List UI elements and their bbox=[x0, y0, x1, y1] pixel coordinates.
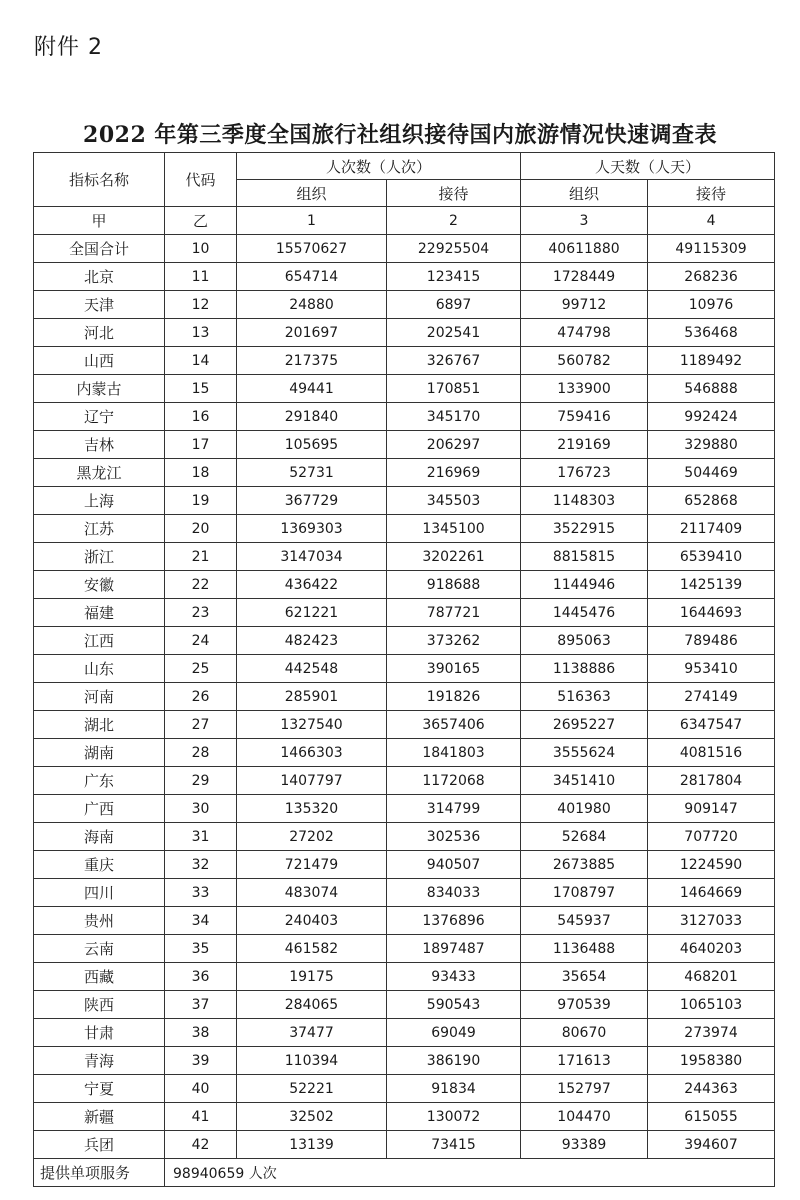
province-name-cell: 新疆 bbox=[34, 1103, 165, 1131]
table-row bbox=[34, 291, 775, 319]
person-times-organize-cell: 240403 bbox=[237, 907, 387, 935]
person-times-receive-cell: 216969 bbox=[387, 459, 521, 487]
person-times-organize-cell: 24880 bbox=[237, 291, 387, 319]
person-times-organize-cell: 721479 bbox=[237, 851, 387, 879]
province-name-cell: 河南 bbox=[34, 683, 165, 711]
person-times-organize-cell: 1407797 bbox=[237, 767, 387, 795]
code-cell: 10 bbox=[165, 235, 237, 263]
person-days-receive-cell: 1189492 bbox=[648, 347, 775, 375]
person-times-receive-cell: 345503 bbox=[387, 487, 521, 515]
code-cell: 19 bbox=[165, 487, 237, 515]
province-name-cell: 辽宁 bbox=[34, 403, 165, 431]
code-cell: 29 bbox=[165, 767, 237, 795]
person-days-organize-cell: 895063 bbox=[521, 627, 648, 655]
person-times-receive-cell: 787721 bbox=[387, 599, 521, 627]
code-cell: 12 bbox=[165, 291, 237, 319]
table-row bbox=[34, 515, 775, 543]
province-name-cell: 青海 bbox=[34, 1047, 165, 1075]
index-cell: 1 bbox=[237, 207, 387, 235]
person-days-receive-cell: 707720 bbox=[648, 823, 775, 851]
table-row bbox=[34, 375, 775, 403]
person-days-organize-cell: 35654 bbox=[521, 963, 648, 991]
person-days-organize-cell: 104470 bbox=[521, 1103, 648, 1131]
code-cell: 31 bbox=[165, 823, 237, 851]
index-cell: 4 bbox=[648, 207, 775, 235]
person-days-receive-cell: 3127033 bbox=[648, 907, 775, 935]
code-cell: 26 bbox=[165, 683, 237, 711]
code-cell: 18 bbox=[165, 459, 237, 487]
person-days-organize-cell: 759416 bbox=[521, 403, 648, 431]
table-row bbox=[34, 767, 775, 795]
code-cell: 38 bbox=[165, 1019, 237, 1047]
person-days-organize-cell: 80670 bbox=[521, 1019, 648, 1047]
province-name-cell: 宁夏 bbox=[34, 1075, 165, 1103]
person-days-receive-cell: 2117409 bbox=[648, 515, 775, 543]
person-times-receive-cell: 326767 bbox=[387, 347, 521, 375]
code-cell: 13 bbox=[165, 319, 237, 347]
person-times-receive-cell: 123415 bbox=[387, 263, 521, 291]
person-times-receive-cell: 302536 bbox=[387, 823, 521, 851]
person-times-organize-cell: 27202 bbox=[237, 823, 387, 851]
table-row bbox=[34, 1075, 775, 1103]
person-days-organize-cell: 3555624 bbox=[521, 739, 648, 767]
person-days-organize-cell: 516363 bbox=[521, 683, 648, 711]
person-days-organize-cell: 474798 bbox=[521, 319, 648, 347]
code-cell: 30 bbox=[165, 795, 237, 823]
person-times-receive-cell: 1376896 bbox=[387, 907, 521, 935]
person-days-organize-cell: 545937 bbox=[521, 907, 648, 935]
header-person-times: 人次数（人次） bbox=[237, 153, 521, 180]
code-cell: 34 bbox=[165, 907, 237, 935]
person-days-receive-cell: 4081516 bbox=[648, 739, 775, 767]
header-person-times-organize: 组织 bbox=[237, 180, 387, 207]
person-days-receive-cell: 1224590 bbox=[648, 851, 775, 879]
person-days-receive-cell: 274149 bbox=[648, 683, 775, 711]
person-days-organize-cell: 176723 bbox=[521, 459, 648, 487]
attachment-label: 附件 2 bbox=[34, 35, 103, 60]
table-row bbox=[34, 1047, 775, 1075]
person-days-receive-cell: 1644693 bbox=[648, 599, 775, 627]
code-cell: 27 bbox=[165, 711, 237, 739]
column-index-row bbox=[34, 207, 775, 235]
table-row bbox=[34, 571, 775, 599]
person-days-receive-cell: 244363 bbox=[648, 1075, 775, 1103]
person-times-organize-cell: 284065 bbox=[237, 991, 387, 1019]
table-body bbox=[34, 207, 775, 1159]
province-name-cell: 甘肃 bbox=[34, 1019, 165, 1047]
table-row bbox=[34, 935, 775, 963]
person-times-organize-cell: 37477 bbox=[237, 1019, 387, 1047]
province-name-cell: 浙江 bbox=[34, 543, 165, 571]
code-cell: 37 bbox=[165, 991, 237, 1019]
person-times-organize-cell: 110394 bbox=[237, 1047, 387, 1075]
person-times-receive-cell: 73415 bbox=[387, 1131, 521, 1159]
code-cell: 33 bbox=[165, 879, 237, 907]
person-times-organize-cell: 367729 bbox=[237, 487, 387, 515]
header-person-days: 人天数（人天） bbox=[521, 153, 775, 180]
table-row bbox=[34, 739, 775, 767]
code-cell: 16 bbox=[165, 403, 237, 431]
person-days-organize-cell: 8815815 bbox=[521, 543, 648, 571]
person-times-receive-cell: 1172068 bbox=[387, 767, 521, 795]
header-person-days-organize: 组织 bbox=[521, 180, 648, 207]
province-name-cell: 山西 bbox=[34, 347, 165, 375]
code-cell: 23 bbox=[165, 599, 237, 627]
code-cell: 40 bbox=[165, 1075, 237, 1103]
person-days-receive-cell: 6539410 bbox=[648, 543, 775, 571]
person-days-organize-cell: 133900 bbox=[521, 375, 648, 403]
province-name-cell: 安徽 bbox=[34, 571, 165, 599]
table-footer bbox=[34, 1159, 775, 1187]
person-times-organize-cell: 291840 bbox=[237, 403, 387, 431]
person-times-receive-cell: 202541 bbox=[387, 319, 521, 347]
person-days-receive-cell: 273974 bbox=[648, 1019, 775, 1047]
person-days-organize-cell: 93389 bbox=[521, 1131, 648, 1159]
person-days-receive-cell: 546888 bbox=[648, 375, 775, 403]
person-days-receive-cell: 468201 bbox=[648, 963, 775, 991]
person-days-receive-cell: 6347547 bbox=[648, 711, 775, 739]
person-times-receive-cell: 390165 bbox=[387, 655, 521, 683]
person-days-receive-cell: 1958380 bbox=[648, 1047, 775, 1075]
person-times-receive-cell: 93433 bbox=[387, 963, 521, 991]
person-days-organize-cell: 2673885 bbox=[521, 851, 648, 879]
province-name-cell: 西藏 bbox=[34, 963, 165, 991]
person-times-organize-cell: 52731 bbox=[237, 459, 387, 487]
person-days-organize-cell: 219169 bbox=[521, 431, 648, 459]
footer-label: 提供单项服务 bbox=[34, 1159, 165, 1187]
person-days-organize-cell: 152797 bbox=[521, 1075, 648, 1103]
person-times-organize-cell: 1369303 bbox=[237, 515, 387, 543]
person-days-receive-cell: 329880 bbox=[648, 431, 775, 459]
person-days-receive-cell: 789486 bbox=[648, 627, 775, 655]
person-days-organize-cell: 40611880 bbox=[521, 235, 648, 263]
person-times-receive-cell: 918688 bbox=[387, 571, 521, 599]
person-days-organize-cell: 99712 bbox=[521, 291, 648, 319]
person-times-organize-cell: 1327540 bbox=[237, 711, 387, 739]
person-times-organize-cell: 217375 bbox=[237, 347, 387, 375]
table-row bbox=[34, 487, 775, 515]
table-row bbox=[34, 543, 775, 571]
table-row bbox=[34, 403, 775, 431]
person-times-receive-cell: 314799 bbox=[387, 795, 521, 823]
person-days-organize-cell: 1144946 bbox=[521, 571, 648, 599]
province-name-cell: 贵州 bbox=[34, 907, 165, 935]
code-cell: 28 bbox=[165, 739, 237, 767]
person-times-organize-cell: 135320 bbox=[237, 795, 387, 823]
table-row bbox=[34, 431, 775, 459]
person-days-receive-cell: 1065103 bbox=[648, 991, 775, 1019]
person-days-receive-cell: 615055 bbox=[648, 1103, 775, 1131]
person-days-receive-cell: 1464669 bbox=[648, 879, 775, 907]
person-days-organize-cell: 1708797 bbox=[521, 879, 648, 907]
person-times-organize-cell: 32502 bbox=[237, 1103, 387, 1131]
person-times-organize-cell: 49441 bbox=[237, 375, 387, 403]
person-times-receive-cell: 206297 bbox=[387, 431, 521, 459]
person-days-receive-cell: 536468 bbox=[648, 319, 775, 347]
index-cell: 乙 bbox=[165, 207, 237, 235]
table-row bbox=[34, 1019, 775, 1047]
province-name-cell: 北京 bbox=[34, 263, 165, 291]
index-cell: 2 bbox=[387, 207, 521, 235]
code-cell: 32 bbox=[165, 851, 237, 879]
code-cell: 41 bbox=[165, 1103, 237, 1131]
person-times-receive-cell: 6897 bbox=[387, 291, 521, 319]
province-name-cell: 江苏 bbox=[34, 515, 165, 543]
person-days-organize-cell: 171613 bbox=[521, 1047, 648, 1075]
province-name-cell: 兵团 bbox=[34, 1131, 165, 1159]
table-row bbox=[34, 1131, 775, 1159]
person-times-receive-cell: 940507 bbox=[387, 851, 521, 879]
table-row bbox=[34, 683, 775, 711]
code-cell: 24 bbox=[165, 627, 237, 655]
person-days-receive-cell: 1425139 bbox=[648, 571, 775, 599]
province-name-cell: 天津 bbox=[34, 291, 165, 319]
person-times-receive-cell: 373262 bbox=[387, 627, 521, 655]
person-times-receive-cell: 590543 bbox=[387, 991, 521, 1019]
code-cell: 14 bbox=[165, 347, 237, 375]
person-days-organize-cell: 1445476 bbox=[521, 599, 648, 627]
person-times-organize-cell: 105695 bbox=[237, 431, 387, 459]
page-title: 2022 年第三季度全国旅行社组织接待国内旅游情况快速调查表 bbox=[83, 122, 717, 148]
code-cell: 36 bbox=[165, 963, 237, 991]
index-cell: 3 bbox=[521, 207, 648, 235]
code-cell: 35 bbox=[165, 935, 237, 963]
code-cell: 15 bbox=[165, 375, 237, 403]
code-cell: 17 bbox=[165, 431, 237, 459]
code-cell: 42 bbox=[165, 1131, 237, 1159]
table-row bbox=[34, 991, 775, 1019]
code-cell: 25 bbox=[165, 655, 237, 683]
person-times-organize-cell: 285901 bbox=[237, 683, 387, 711]
person-times-receive-cell: 69049 bbox=[387, 1019, 521, 1047]
survey-table bbox=[33, 152, 775, 1187]
province-name-cell: 山东 bbox=[34, 655, 165, 683]
person-days-organize-cell: 970539 bbox=[521, 991, 648, 1019]
person-times-organize-cell: 15570627 bbox=[237, 235, 387, 263]
person-times-organize-cell: 621221 bbox=[237, 599, 387, 627]
code-cell: 39 bbox=[165, 1047, 237, 1075]
province-name-cell: 江西 bbox=[34, 627, 165, 655]
code-cell: 20 bbox=[165, 515, 237, 543]
person-times-organize-cell: 52221 bbox=[237, 1075, 387, 1103]
person-days-receive-cell: 49115309 bbox=[648, 235, 775, 263]
person-times-receive-cell: 1345100 bbox=[387, 515, 521, 543]
person-times-receive-cell: 22925504 bbox=[387, 235, 521, 263]
province-name-cell: 吉林 bbox=[34, 431, 165, 459]
header-code: 代码 bbox=[165, 153, 237, 207]
person-times-receive-cell: 170851 bbox=[387, 375, 521, 403]
header-indicator-name: 指标名称 bbox=[34, 153, 165, 207]
table-row bbox=[34, 879, 775, 907]
table-row bbox=[34, 627, 775, 655]
table-row bbox=[34, 347, 775, 375]
table-row bbox=[34, 1103, 775, 1131]
person-times-organize-cell: 482423 bbox=[237, 627, 387, 655]
table-row bbox=[34, 823, 775, 851]
header-person-times-receive: 接待 bbox=[387, 180, 521, 207]
person-times-organize-cell: 461582 bbox=[237, 935, 387, 963]
province-name-cell: 广东 bbox=[34, 767, 165, 795]
province-name-cell: 云南 bbox=[34, 935, 165, 963]
province-name-cell: 黑龙江 bbox=[34, 459, 165, 487]
person-times-receive-cell: 345170 bbox=[387, 403, 521, 431]
person-days-receive-cell: 504469 bbox=[648, 459, 775, 487]
person-times-receive-cell: 91834 bbox=[387, 1075, 521, 1103]
table-row bbox=[34, 851, 775, 879]
table-row bbox=[34, 795, 775, 823]
code-cell: 11 bbox=[165, 263, 237, 291]
table-header bbox=[34, 153, 775, 207]
person-days-receive-cell: 953410 bbox=[648, 655, 775, 683]
person-times-receive-cell: 1897487 bbox=[387, 935, 521, 963]
person-times-organize-cell: 13139 bbox=[237, 1131, 387, 1159]
province-name-cell: 海南 bbox=[34, 823, 165, 851]
table-row bbox=[34, 599, 775, 627]
person-days-receive-cell: 909147 bbox=[648, 795, 775, 823]
person-days-organize-cell: 1728449 bbox=[521, 263, 648, 291]
table-row bbox=[34, 655, 775, 683]
person-days-receive-cell: 394607 bbox=[648, 1131, 775, 1159]
table-row bbox=[34, 459, 775, 487]
table-row bbox=[34, 319, 775, 347]
person-days-organize-cell: 3522915 bbox=[521, 515, 648, 543]
person-days-organize-cell: 1148303 bbox=[521, 487, 648, 515]
person-days-organize-cell: 3451410 bbox=[521, 767, 648, 795]
person-days-receive-cell: 4640203 bbox=[648, 935, 775, 963]
person-times-receive-cell: 1841803 bbox=[387, 739, 521, 767]
province-name-cell: 河北 bbox=[34, 319, 165, 347]
person-days-receive-cell: 992424 bbox=[648, 403, 775, 431]
index-cell: 甲 bbox=[34, 207, 165, 235]
province-name-cell: 上海 bbox=[34, 487, 165, 515]
person-times-receive-cell: 386190 bbox=[387, 1047, 521, 1075]
person-times-organize-cell: 1466303 bbox=[237, 739, 387, 767]
person-days-receive-cell: 652868 bbox=[648, 487, 775, 515]
person-days-organize-cell: 1138886 bbox=[521, 655, 648, 683]
table-row bbox=[34, 235, 775, 263]
table-row bbox=[34, 263, 775, 291]
person-times-receive-cell: 130072 bbox=[387, 1103, 521, 1131]
table-row bbox=[34, 907, 775, 935]
header-person-days-receive: 接待 bbox=[648, 180, 775, 207]
person-times-receive-cell: 834033 bbox=[387, 879, 521, 907]
province-name-cell: 全国合计 bbox=[34, 235, 165, 263]
footer-value: 98940659 人次 bbox=[165, 1159, 775, 1187]
person-days-organize-cell: 1136488 bbox=[521, 935, 648, 963]
province-name-cell: 广西 bbox=[34, 795, 165, 823]
person-days-organize-cell: 2695227 bbox=[521, 711, 648, 739]
person-days-receive-cell: 268236 bbox=[648, 263, 775, 291]
code-cell: 21 bbox=[165, 543, 237, 571]
province-name-cell: 湖北 bbox=[34, 711, 165, 739]
person-times-receive-cell: 191826 bbox=[387, 683, 521, 711]
person-times-organize-cell: 201697 bbox=[237, 319, 387, 347]
province-name-cell: 内蒙古 bbox=[34, 375, 165, 403]
province-name-cell: 四川 bbox=[34, 879, 165, 907]
person-times-receive-cell: 3657406 bbox=[387, 711, 521, 739]
person-times-organize-cell: 442548 bbox=[237, 655, 387, 683]
person-times-organize-cell: 3147034 bbox=[237, 543, 387, 571]
person-days-organize-cell: 401980 bbox=[521, 795, 648, 823]
code-cell: 22 bbox=[165, 571, 237, 599]
table-row bbox=[34, 963, 775, 991]
province-name-cell: 重庆 bbox=[34, 851, 165, 879]
person-times-organize-cell: 654714 bbox=[237, 263, 387, 291]
person-days-organize-cell: 52684 bbox=[521, 823, 648, 851]
person-days-receive-cell: 2817804 bbox=[648, 767, 775, 795]
province-name-cell: 陕西 bbox=[34, 991, 165, 1019]
person-times-organize-cell: 19175 bbox=[237, 963, 387, 991]
person-days-organize-cell: 560782 bbox=[521, 347, 648, 375]
person-times-organize-cell: 483074 bbox=[237, 879, 387, 907]
table-row bbox=[34, 711, 775, 739]
person-days-receive-cell: 10976 bbox=[648, 291, 775, 319]
person-times-organize-cell: 436422 bbox=[237, 571, 387, 599]
province-name-cell: 湖南 bbox=[34, 739, 165, 767]
person-times-receive-cell: 3202261 bbox=[387, 543, 521, 571]
province-name-cell: 福建 bbox=[34, 599, 165, 627]
